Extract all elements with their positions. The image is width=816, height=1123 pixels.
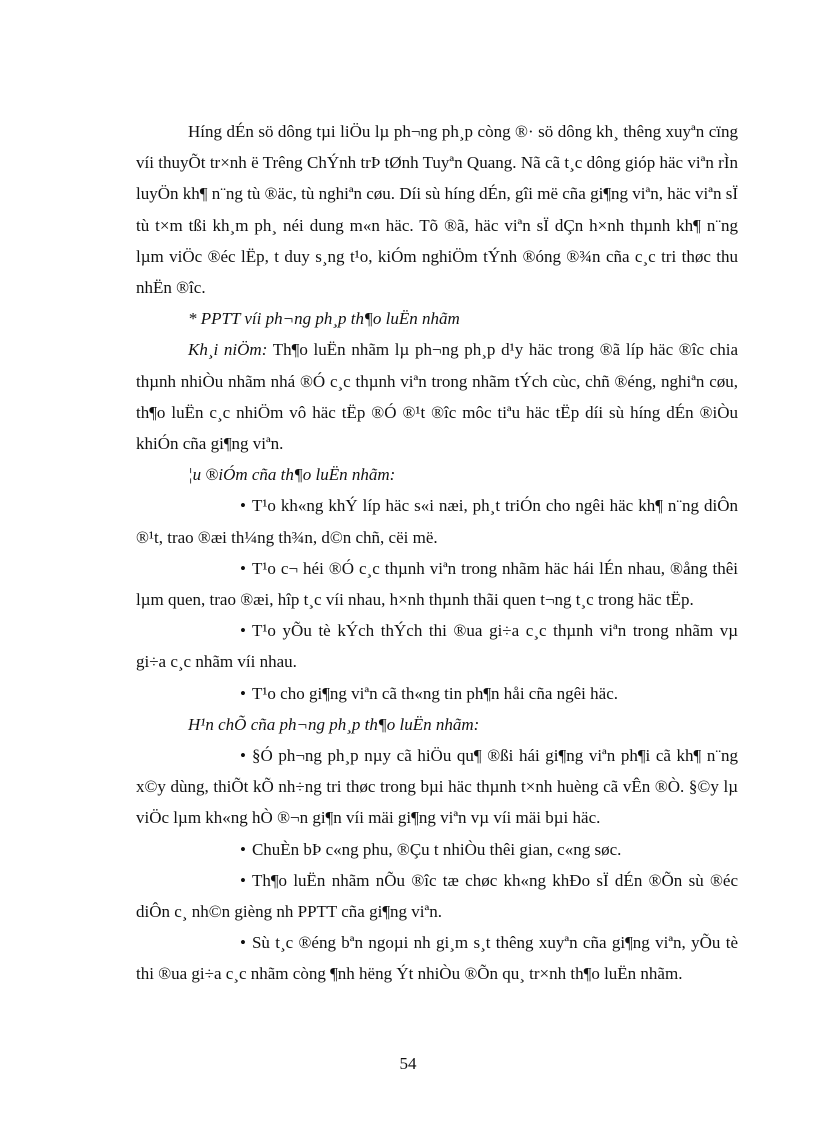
bullet-text: T¹o c¬ héi ®Ó c¸c thµnh viªn trong nhãm häc hái lÉn nhau, ®ång thêi lµm quen, trao ®æi, hîp t¸c víi nhau, h×nh thµnh thãi quen t¬ng t¸c trong häc tËp. — [136, 558, 738, 610]
bullet-item — [136, 865, 738, 927]
bullet-item — [136, 740, 738, 834]
bullet-item — [136, 834, 738, 865]
bullet-dot-icon: • — [240, 933, 246, 953]
bullet-text: Sù t¸c ®éng bªn ngoµi nh gi¸m s¸t thêng xuyªn cña gi¶ng viªn, yÕu tè thi ®ua gi÷a c¸c nhãm còng ¶nh hëng Ýt nhiÒu ®Õn qu¸ tr×nh th¶o luËn nhãm. — [136, 933, 738, 984]
bullet-dot-icon: • — [240, 870, 246, 890]
definition-label: Kh¸i niÖm: — [188, 340, 268, 360]
document-body — [136, 116, 738, 990]
bullet-dot-icon: • — [240, 496, 246, 516]
bullet-text: T¹o kh«ng khÝ líp häc s«i næi, ph¸t triÓn cho ngêi häc kh¶ n¨ng diÔn ®¹t, trao ®æi th¼ng th¾n, d©n chñ, cëi më. — [136, 496, 738, 547]
bullet-text: T¹o yÕu tè kÝch thÝch thi ®ua gi÷a c¸c thµnh viªn trong nhãm vµ gi÷a c¸c nhãm víi nhau. — [136, 621, 738, 672]
page-number: 54 — [399, 1054, 417, 1073]
paragraph-text: Híng dÉn sö dông tµi liÖu lµ ph¬ng ph¸p còng ®· sö dông kh¸ thêng xuyªn cïng víi thuyÕt tr×nh ë Trêng ChÝnh trÞ tØnh Tuyªn Quang. Nã cã t¸c dông gióp häc viªn rÌn luyÖn kh¶ n¨ng tù ®äc, tù nghiªn cøu. Díi sù híng dÉn, gîi më cña gi¶ng viªn, häc viªn sÏ tù t×m tßi kh¸m ph¸ néi dung m«n häc. Tõ ®ã, häc viªn sÏ dÇn h×nh thµnh kh¶ n¨ng lµm viÖc ®éc lËp, t duy s¸ng t¹o, kiÓm nghiÖm tÝnh ®óng ®¾n cña c¸c tri thøc thu nhËn ®îc. — [136, 122, 738, 298]
paragraph-definition — [136, 334, 738, 459]
heading-text: * PPTT víi ph¬ng ph¸p th¶o luËn nhãm — [188, 309, 460, 329]
bullet-text: §Ó ph¬ng ph¸p nµy cã hiÖu qu¶ ®ßi hái gi¶ng viªn ph¶i cã kh¶ n¨ng x©y dùng, thiÕt kÕ nh÷ng tri thøc trong bµi häc thµnh t×nh huèng cã vÊn ®Ò. §©y lµ viÖc lµm kh«ng hÒ ®¬n gi¶n víi mäi gi¶ng viªn vµ víi mäi bµi häc. — [136, 746, 738, 828]
bullet-dot-icon: • — [240, 746, 246, 766]
bullet-item — [136, 927, 738, 989]
paragraph-text: Th¶o luËn nhãm lµ ph¬ng ph¸p d¹y häc trong ®ã líp häc ®îc chia thµnh nhiÒu nhãm nhá ®Ó c¸c thµnh viªn trong nhãm tÝch cùc, chñ ®éng, nghiªn cøu, th¶o luËn c¸c nhiÖm vô häc tËp ®Ó ®¹t ®îc môc tiªu häc tËp díi sù híng dÉn ®iÒu khiÓn cña gi¶ng viªn. — [136, 340, 738, 454]
bullet-text: T¹o cho gi¶ng viªn cã th«ng tin ph¶n håi cña ngêi häc. — [251, 683, 619, 703]
heading-text: ¦u ®iÓm cña th¶o luËn nhãm: — [188, 465, 396, 485]
bullet-item — [136, 490, 738, 552]
bullet-item — [136, 678, 738, 709]
heading-limitations — [136, 709, 738, 740]
bullet-item — [136, 615, 738, 677]
bullet-text: ChuÈn bÞ c«ng phu, ®Çu t nhiÒu thêi gian, c«ng søc. — [251, 839, 622, 859]
bullet-text: Th¶o luËn nhãm nÕu ®îc tæ chøc kh«ng khÐo sÏ dÉn ®Õn sù ®éc diÔn c¸ nh©n gièng nh PPTT cña gi¶ng viªn. — [136, 870, 738, 922]
paragraph-guidance — [136, 116, 738, 303]
bullet-dot-icon: • — [240, 621, 246, 641]
heading-advantages — [136, 459, 738, 490]
bullet-item — [136, 553, 738, 615]
heading-text: H¹n chÕ cña ph¬ng ph¸p th¶o luËn nhãm: — [188, 714, 480, 734]
bullet-dot-icon: • — [240, 683, 246, 703]
bullet-dot-icon: • — [240, 558, 246, 578]
bullet-dot-icon: • — [240, 839, 246, 859]
heading-group-discussion — [136, 303, 738, 334]
